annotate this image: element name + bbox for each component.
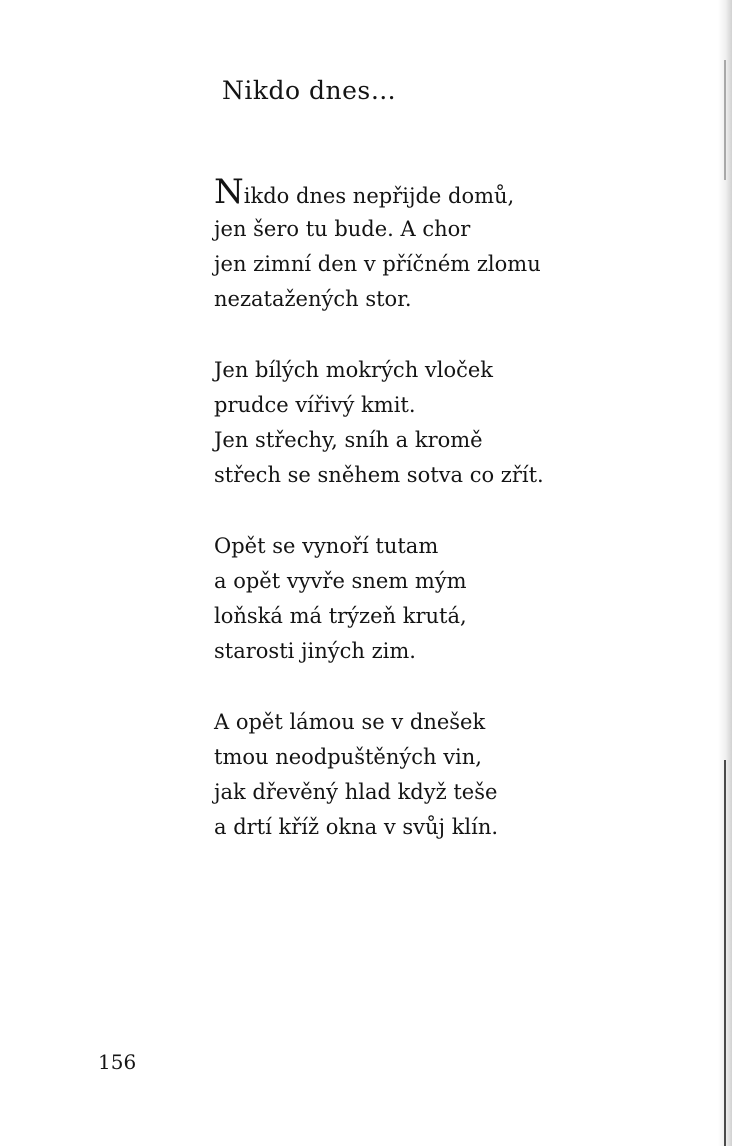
poem-line: Jen střechy, sníh a kromě <box>214 428 483 452</box>
poem-line: střech se sněhem sotva co zřít. <box>214 463 544 487</box>
page-edge-line <box>724 60 726 180</box>
poem-line: jen šero tu bude. A chor <box>214 217 471 241</box>
poem-line: loňská má trýzeň krutá, <box>214 604 467 628</box>
poem-line: jen zimní den v příčném zlomu <box>214 252 541 276</box>
first-line-text: ikdo dnes nepřijde domů, <box>243 184 515 208</box>
poem-line: starosti jiných zim. <box>214 639 416 663</box>
poem-line: Opět se vynoří tutam <box>214 534 439 558</box>
poem-line: prudce vířivý kmit. <box>214 393 416 417</box>
poem-line: A opět lámou se v dnešek <box>214 710 486 734</box>
stanza-2 <box>214 353 694 493</box>
stanza-3 <box>214 529 694 669</box>
page-edge-line <box>724 760 726 1146</box>
poem-line: jak dřevěný hlad když teše <box>214 780 498 804</box>
stanza-1 <box>214 172 694 317</box>
poem-body <box>214 172 694 881</box>
page-number: 156 <box>98 1050 137 1074</box>
drop-cap: N <box>214 172 244 212</box>
poem-title: Nikdo dnes… <box>222 76 397 105</box>
stanza-4 <box>214 705 694 845</box>
poem-line: a drtí kříž okna v svůj klín. <box>214 815 499 839</box>
poem-line: tmou neodpuštěných vin, <box>214 745 482 769</box>
poem-line <box>214 172 694 212</box>
poem-line: Jen bílých mokrých vloček <box>214 358 494 382</box>
poem-line: a opět vyvře snem mým <box>214 569 467 593</box>
poem-line: nezatažených stor. <box>214 287 412 311</box>
